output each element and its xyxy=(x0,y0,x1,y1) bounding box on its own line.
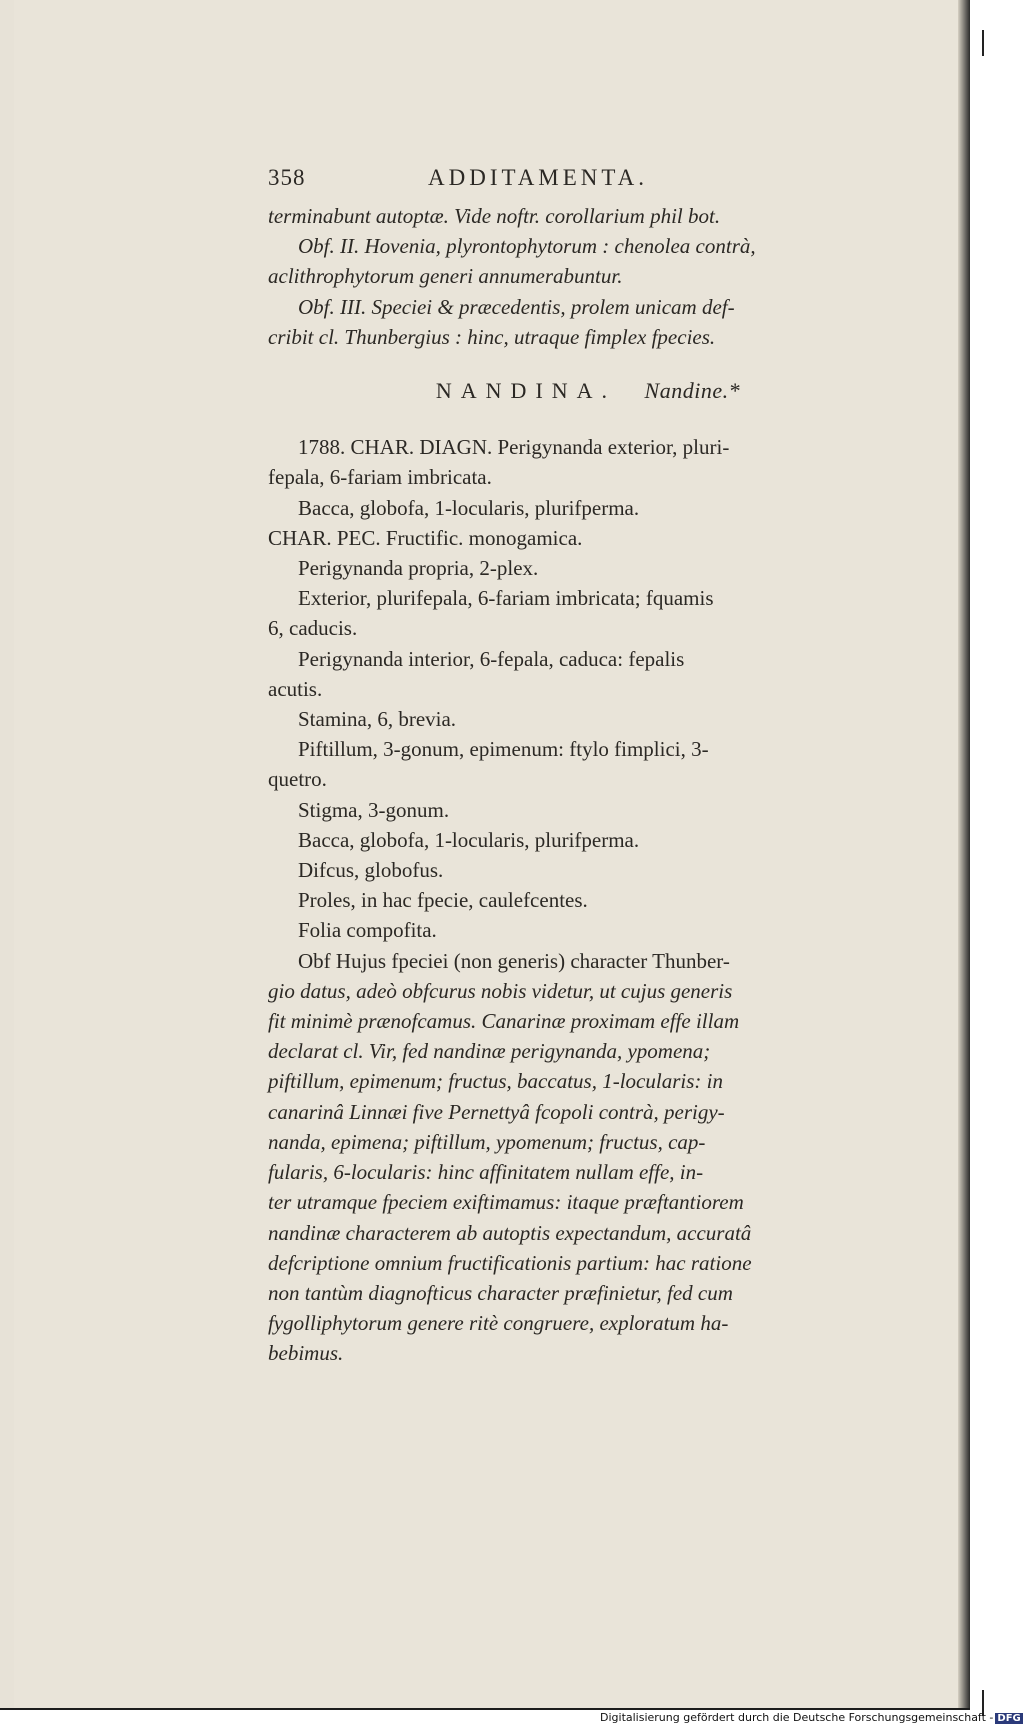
genus-heading xyxy=(268,376,908,406)
text-line: Stamina, 6, brevia. xyxy=(298,707,457,732)
running-header xyxy=(268,163,908,199)
text-line: bebimus. xyxy=(268,1341,344,1366)
top-text-block xyxy=(268,201,908,352)
text-line: fygolliphytorum genere ritè congruere, exploratum ha- xyxy=(268,1311,729,1336)
text-line: canarinâ Linnæi five Pernettyâ fcopoli contrà, perigy- xyxy=(268,1099,725,1124)
page-content xyxy=(268,163,908,1369)
text-line: Obf. III. Speciei & præcedentis, prolem unicam def- xyxy=(298,294,735,319)
text-line: Folia compofita. xyxy=(298,918,437,943)
page-number: 358 xyxy=(268,165,306,190)
text-line: quetro. xyxy=(268,767,327,792)
text-line: Proles, in hac fpecie, caulefcentes. xyxy=(298,888,588,913)
dfg-logo: DFG xyxy=(997,1713,1021,1724)
text-line: fepala, 6-fariam imbricata. xyxy=(268,465,492,490)
text-line: non tantùm diagnofticus character præfinietur, fed cum xyxy=(268,1280,733,1305)
text-line: fularis, 6-locularis: hinc affinitatem nullam effe, in- xyxy=(268,1160,704,1185)
text-line: Bacca, globofa, 1-locularis, plurifperma. xyxy=(298,495,640,520)
text-line: Perigynanda interior, 6-fepala, caduca: fepalis xyxy=(298,646,685,671)
text-line: defcriptione omnium fructificationis partium: hac ratione xyxy=(268,1250,752,1275)
text-line: ter utramque fpeciem exiftimamus: itaque præftantiorem xyxy=(268,1190,744,1215)
text-line: nandinæ characterem ab autoptis expectandum, accuratâ xyxy=(268,1220,752,1245)
text-line: cribit cl. Thunbergius : hinc, utraque fimplex fpecies. xyxy=(268,324,716,349)
digitization-footer xyxy=(600,1711,1023,1724)
genus-vernacular: Nandine.* xyxy=(644,378,741,404)
text-line: acutis. xyxy=(268,676,323,701)
page-spine-shadow xyxy=(958,0,970,1708)
text-line: Stigma, 3-gonum. xyxy=(298,797,450,822)
text-line: CHAR. PEC. Fructific. monogamica. xyxy=(268,525,583,550)
ruler-tick xyxy=(982,30,984,56)
text-line: declarat cl. Vir, fed nandinæ perigynanda, ypomena; xyxy=(268,1039,711,1064)
genus-name: NANDINA. xyxy=(435,378,617,404)
scan-ruler xyxy=(972,0,1000,1710)
text-line: Perigynanda propria, 2-plex. xyxy=(298,556,539,581)
text-line: Exterior, plurifepala, 6-fariam imbricata; fquamis xyxy=(298,586,714,611)
text-line: Obf. II. Hovenia, plyrontophytorum : chenolea contrà, xyxy=(298,234,756,259)
text-line: Difcus, globofus. xyxy=(298,858,444,883)
text-line: gio datus, adeò obfcurus nobis videtur, ut cujus generis xyxy=(268,978,733,1003)
text-line: 6, caducis. xyxy=(268,616,358,641)
text-line: Piftillum, 3-gonum, epimenum: ftylo fimplici, 3- xyxy=(298,737,709,762)
description-block xyxy=(268,432,908,1368)
text-line: 1788. CHAR. DIAGN. Perigynanda exterior, pluri- xyxy=(298,435,730,460)
text-line: nanda, epimena; piftillum, ypomenum; fructus, cap- xyxy=(268,1129,706,1154)
text-line: Obf Hujus fpeciei (non generis) character Thunber- xyxy=(298,948,730,973)
text-line: aclithrophytorum generi annumerabuntur. xyxy=(268,264,623,289)
text-line: fit minimè prænofcamus. Canarinæ proximam effe illam xyxy=(268,1009,740,1034)
running-title: ADDITAMENTA. xyxy=(428,165,648,190)
text-line: terminabunt autoptæ. Vide noftr. corollarium phil bot. xyxy=(268,204,721,228)
text-line: Bacca, globofa, 1-locularis, plurifperma. xyxy=(298,827,640,852)
text-line: piftillum, epimenum; fructus, baccatus, 1-locularis: in xyxy=(268,1069,723,1094)
footer-text: Digitalisierung gefördert durch die Deutsche Forschungsgemeinschaft - xyxy=(600,1711,994,1724)
